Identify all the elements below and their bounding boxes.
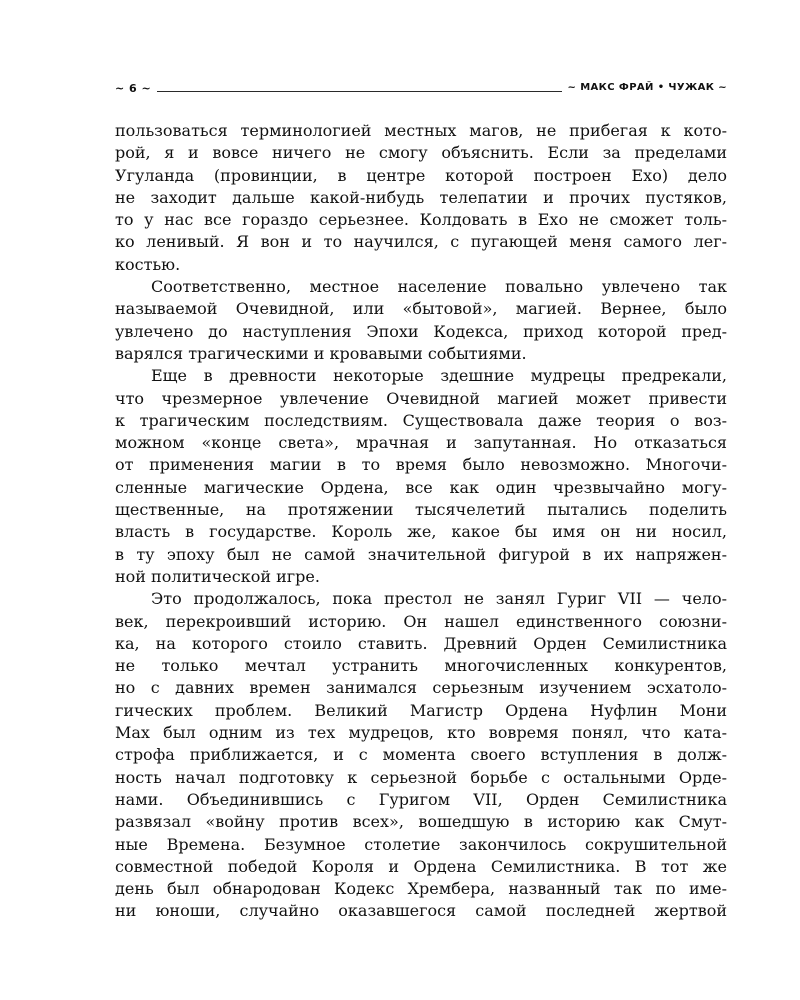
text-line: Это продолжалось, пока престол не занял Гуриг VII — чело- bbox=[151, 589, 727, 609]
text-line: нами. Объединившись с Гуригом VII, Орден Семилистника bbox=[115, 789, 727, 809]
text-line: не заходит дальше какой-нибудь телепатии и прочих пустяков, bbox=[115, 187, 727, 207]
paragraph bbox=[115, 588, 727, 922]
text-line: рой, я и вовсе ничего не смогу объяснить. Если за пределами bbox=[115, 143, 727, 163]
text-line: Соответственно, местное население повально увлечено так bbox=[151, 277, 727, 297]
page-number: ~ 6 ~ bbox=[115, 82, 157, 95]
text-line: власть в государстве. Король же, какое бы имя он ни носил, bbox=[115, 522, 727, 542]
text-line: совместной победой Короля и Ордена Семилистника. В тот же bbox=[115, 856, 727, 876]
text-line: ные Времена. Безумное столетие закончилось сокрушительной bbox=[115, 834, 727, 854]
text-line: варялся трагическими и кровавыми событиями. bbox=[115, 343, 527, 363]
text-line: день был обнародован Кодекс Хрембера, названный так по име- bbox=[115, 879, 727, 899]
text-line: строфа приближается, и с момента своего вступления в долж- bbox=[115, 745, 727, 765]
text-line: можном «конце света», мрачная и запутанная. Но отказаться bbox=[115, 433, 727, 453]
text-line: пользоваться терминологией местных магов, не прибегая к кото- bbox=[115, 121, 727, 140]
text-line: Еще в древности некоторые здешние мудрецы предрекали, bbox=[151, 366, 727, 386]
text-line: век, перекроивший историю. Он нашел единственного союзни- bbox=[115, 611, 727, 631]
text-line: в ту эпоху был не самой значительной фигурой в их напряжен- bbox=[115, 544, 727, 564]
text-line: Мах был одним из тех мудрецов, кто вовремя понял, что ката- bbox=[115, 723, 727, 743]
text-line: ность начал подготовку к серьезной борьбе с остальными Орде- bbox=[115, 767, 727, 787]
text-line: называемой Очевидной, или «бытовой», магией. Вернее, было bbox=[115, 299, 727, 319]
text-line: костью. bbox=[115, 254, 181, 274]
text-line: ни юноши, случайно оказавшегося самой последней жертвой bbox=[115, 901, 727, 921]
paragraph bbox=[115, 120, 727, 276]
text-line: что чрезмерное увлечение Очевидной магией может привести bbox=[115, 388, 727, 408]
body-text bbox=[115, 120, 727, 923]
text-line: но с давних времен занимался серьезным изучением эсхатоло- bbox=[115, 678, 727, 698]
text-line: щественные, на протяжении тысячелетий пытались поделить bbox=[115, 500, 727, 520]
text-line: ной политической игре. bbox=[115, 566, 320, 586]
text-line: ко ленивый. Я вон и то научился, с пугающей меня самого лег- bbox=[115, 232, 727, 252]
running-header bbox=[115, 80, 727, 100]
paragraph bbox=[115, 365, 727, 588]
paragraph bbox=[115, 276, 727, 365]
text-line: от применения магии в то время было невозможно. Многочи- bbox=[115, 455, 727, 475]
text-line: развязал «войну против всех», вошедшую в историю как Смут- bbox=[115, 812, 727, 832]
text-line: гических проблем. Великий Магистр Ордена Нуфлин Мони bbox=[115, 700, 727, 720]
text-line: к трагическим последствиям. Существовала даже теория о воз- bbox=[115, 410, 727, 430]
text-line: ка, на которого стоило ставить. Древний Орден Семилистника bbox=[115, 633, 727, 653]
running-title: ~ МАКС ФРАЙ • ЧУЖАК ~ bbox=[562, 82, 727, 93]
text-line: увлечено до наступления Эпохи Кодекса, приход которой пред- bbox=[115, 321, 727, 341]
text-line: сленные магические Ордена, все как один чрезвычайно могу- bbox=[115, 477, 727, 497]
text-line: Угуланда (провинции, в центре которой построен Ехо) дело bbox=[115, 165, 727, 185]
text-line: то у нас все гораздо серьезнее. Колдовать в Ехо не сможет толь- bbox=[115, 210, 727, 230]
text-line: не только мечтал устранить многочисленных конкурентов, bbox=[115, 656, 727, 676]
